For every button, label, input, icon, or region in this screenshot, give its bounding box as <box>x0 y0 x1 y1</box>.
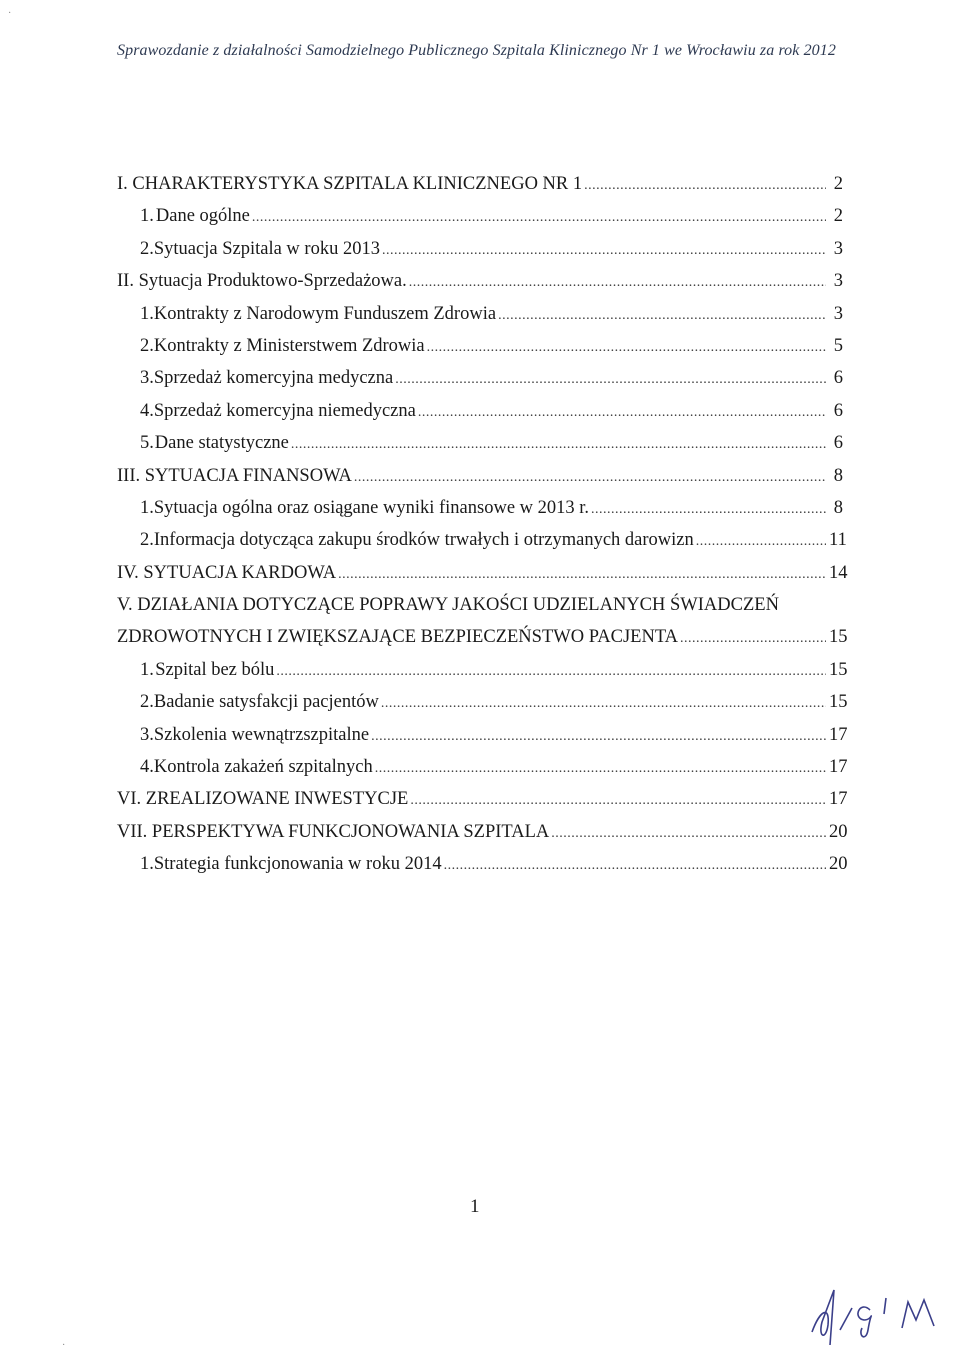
toc-entry-title: Szkolenia wewnątrzszpitalne <box>153 724 370 745</box>
toc-entry-number: 4. <box>140 757 154 778</box>
toc-entry-title: Dane ogólne <box>155 206 250 227</box>
toc-entry-title: Sprzedaż komercyjna medyczna <box>153 368 394 389</box>
toc-entry-page: 3 <box>833 303 843 324</box>
toc-entry <box>117 751 848 783</box>
toc-entry <box>117 265 843 297</box>
toc-entry-page: 2 <box>833 206 843 227</box>
toc-leader-dots <box>696 526 826 558</box>
toc-entry-title: Kontrola zakażeń szpitalnych <box>153 757 373 778</box>
toc-entry-title: V. DZIAŁANIA DOTYCZĄCE POPRAWY JAKOŚCI UDZIELANYCH ŚWIADCZEŃ <box>117 595 779 616</box>
toc-entry-number: 1. <box>140 659 154 680</box>
toc-leader-dots <box>409 267 826 299</box>
toc-leader-dots <box>410 785 826 817</box>
toc-entry-number: 1. <box>140 497 154 518</box>
toc-entry <box>117 168 843 200</box>
toc-entry-title: Informacja dotycząca zakupu środków trwałych i otrzymanych darowizn <box>153 530 694 551</box>
toc-leader-dots <box>371 721 826 753</box>
toc-leader-dots <box>584 170 826 202</box>
toc-entry-number: 2. <box>140 238 154 259</box>
toc-entry <box>117 492 843 524</box>
toc-entry-title: VI. ZREALIZOWANE INWESTYCJE <box>117 789 409 810</box>
scan-speck: · <box>62 1340 66 1351</box>
toc-entry-title: ZDROWOTNYCH I ZWIĘKSZAJĄCE BEZPIECZEŃSTWO PACJENTA <box>117 627 679 648</box>
toc-entry-title: Sytuacja Szpitala w roku 2013 <box>153 238 380 259</box>
toc-entry <box>117 362 843 394</box>
toc-entry-number: 1. <box>140 206 154 227</box>
toc-entry <box>117 233 843 265</box>
toc-entry-title: VII. PERSPEKTYWA FUNKCJONOWANIA SZPITALA <box>117 821 550 842</box>
toc-entry-title: Sprzedaż komercyjna niemedyczna <box>153 400 416 421</box>
toc-entry-number: 2. <box>140 692 154 713</box>
toc-entry-page: 15 <box>829 692 848 713</box>
toc-entry <box>117 719 848 751</box>
toc-leader-dots <box>551 818 826 850</box>
toc-leader-dots <box>395 364 826 396</box>
toc-entry <box>117 460 843 492</box>
toc-entry-page: 2 <box>833 174 843 194</box>
toc-entry-number: 1. <box>140 854 154 875</box>
toc-leader-dots <box>252 202 826 234</box>
toc-entry-title: Szpital bez bólu <box>155 659 275 680</box>
toc-entry-page: 20 <box>829 854 848 875</box>
toc-entry <box>117 330 843 362</box>
toc-entry-number: 3. <box>140 368 154 389</box>
toc-entry-page: 20 <box>829 821 848 842</box>
toc-entry-title: Sytuacja ogólna oraz osiągane wyniki finansowe w 2013 r. <box>153 497 590 518</box>
toc-entry-title: Kontrakty z Ministerstwem Zdrowia <box>153 335 425 356</box>
toc-entry <box>117 686 848 718</box>
toc-entry-page: 11 <box>829 530 847 551</box>
toc-entry-page: 15 <box>829 627 848 648</box>
toc-entry <box>117 298 843 330</box>
toc-entry <box>117 783 848 815</box>
toc-entry-page: 8 <box>833 465 843 486</box>
toc-entry-page: 17 <box>829 789 848 810</box>
toc-entry <box>117 427 843 459</box>
toc-entry-page: 17 <box>829 757 848 778</box>
toc-entry-number: 5. <box>140 433 154 454</box>
toc-leader-dots <box>354 462 826 494</box>
toc-leader-dots <box>276 656 826 688</box>
toc-leader-dots <box>591 494 826 526</box>
toc-entry <box>117 395 843 427</box>
toc-entry-number: 4. <box>140 400 154 421</box>
toc-entry-title: Kontrakty z Narodowym Funduszem Zdrowia <box>153 303 497 324</box>
running-header: Sprawozdanie z działalności Samodzielnego Publicznego Szpitala Klinicznego Nr 1 we Wrocławiu za rok 2012 <box>117 42 836 59</box>
toc-entry-title: Strategia funkcjonowania w roku 2014 <box>153 854 442 875</box>
toc-entry-page: 6 <box>833 368 843 389</box>
toc-entry-number: 2. <box>140 335 154 356</box>
table-of-contents <box>117 168 848 881</box>
toc-entry-title: IV. SYTUACJA KARDOWA <box>117 562 337 583</box>
toc-entry-title: I. CHARAKTERYSTYKA SZPITALA KLINICZNEGO NR 1 <box>117 174 583 194</box>
toc-entry <box>117 200 843 232</box>
toc-entry-title: Badanie satysfakcji pacjentów <box>153 692 379 713</box>
toc-entry-page: 3 <box>833 238 843 259</box>
toc-leader-dots <box>418 397 826 429</box>
toc-leader-dots <box>375 753 826 785</box>
toc-entry-number: 1. <box>140 303 154 324</box>
toc-leader-dots <box>498 300 826 332</box>
toc-entry-page: 6 <box>833 433 843 454</box>
toc-entry <box>117 621 848 653</box>
toc-leader-dots <box>382 235 826 267</box>
toc-entry-title: Dane statystyczne <box>154 433 289 454</box>
toc-leader-dots <box>291 429 826 461</box>
toc-leader-dots <box>444 850 826 882</box>
toc-entry-page: 6 <box>833 400 843 421</box>
toc-entry <box>117 654 848 686</box>
toc-entry-number: 2. <box>140 530 154 551</box>
toc-leader-dots <box>427 332 826 364</box>
toc-entry <box>117 816 848 848</box>
toc-entry-page: 15 <box>829 659 848 680</box>
toc-entry <box>117 557 848 589</box>
page-number: 1 <box>470 1196 480 1217</box>
toc-leader-dots <box>338 559 826 591</box>
toc-entry-number: 3. <box>140 724 154 745</box>
toc-entry-page: 14 <box>829 562 848 583</box>
toc-entry-page: 3 <box>833 271 843 292</box>
toc-entry-title: III. SYTUACJA FINANSOWA <box>117 465 352 486</box>
handwritten-signature <box>800 1270 950 1350</box>
toc-entry-page: 5 <box>833 335 843 356</box>
toc-leader-dots <box>381 688 826 720</box>
toc-entry <box>117 589 843 621</box>
toc-entry-page: 8 <box>833 497 843 518</box>
toc-entry <box>117 848 848 880</box>
toc-entry-page: 17 <box>829 724 848 745</box>
scan-speck: · <box>8 8 12 19</box>
toc-entry-title: II. Sytuacja Produktowo-Sprzedażowa. <box>117 271 407 292</box>
toc-entry <box>117 524 847 556</box>
toc-leader-dots <box>680 623 826 655</box>
